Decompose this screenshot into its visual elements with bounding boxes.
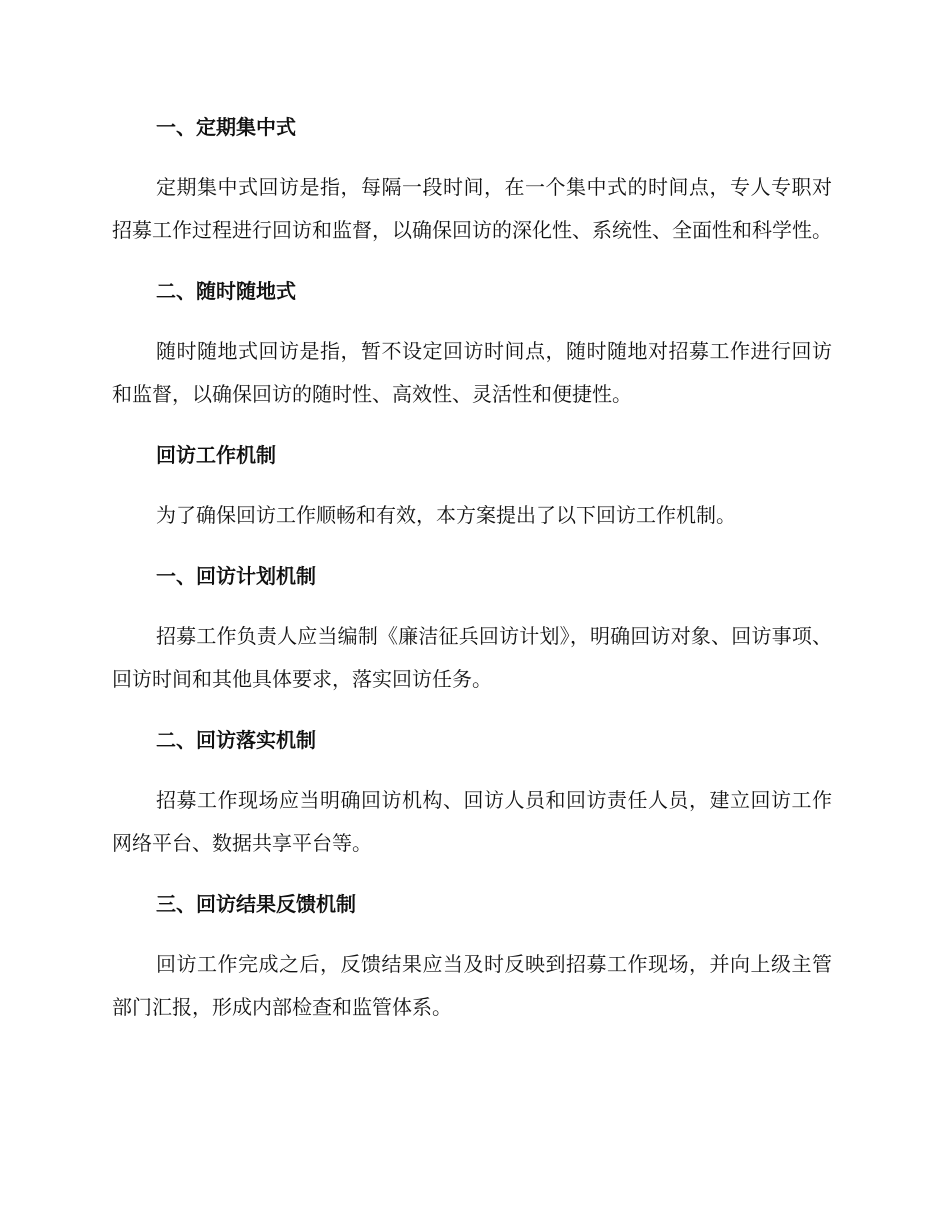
section-heading-implementation-mechanism: 二、回访落实机制 (156, 728, 316, 752)
section-paragraph-regular-centralized: 定期集中式回访是指，每隔一段时间，在一个集中式的时间点，专人专职对招募工作过程进行回访和监督，以确保回访的深化性、系统性、全面性和科学性。 (112, 175, 832, 242)
section-paragraph-anytime-anywhere: 随时随地式回访是指，暂不设定回访时间点，随时随地对招募工作进行回访和监督，以确保回访的随时性、高效性、灵活性和便捷性。 (112, 339, 832, 406)
section-paragraph-implementation-mechanism: 招募工作现场应当明确回访机构、回访人员和回访责任人员，建立回访工作网络平台、数据共享平台等。 (112, 788, 832, 855)
section-heading-regular-centralized: 一、定期集中式 (156, 115, 296, 139)
section-paragraph-plan-mechanism: 招募工作负责人应当编制《廉洁征兵回访计划》，明确回访对象、回访事项、回访时间和其他具体要求，落实回访任务。 (112, 624, 832, 691)
section-heading-feedback-mechanism: 三、回访结果反馈机制 (156, 892, 356, 916)
section-paragraph-work-mechanism: 为了确保回访工作顺畅和有效，本方案提出了以下回访工作机制。 (156, 503, 736, 527)
section-heading-anytime-anywhere: 二、随时随地式 (156, 279, 296, 303)
section-heading-work-mechanism: 回访工作机制 (156, 443, 276, 467)
section-heading-plan-mechanism: 一、回访计划机制 (156, 564, 316, 588)
document-page (112, 110, 832, 1051)
section-paragraph-feedback-mechanism: 回访工作完成之后，反馈结果应当及时反映到招募工作现场，并向上级主管部门汇报，形成内部检查和监管体系。 (112, 952, 832, 1019)
